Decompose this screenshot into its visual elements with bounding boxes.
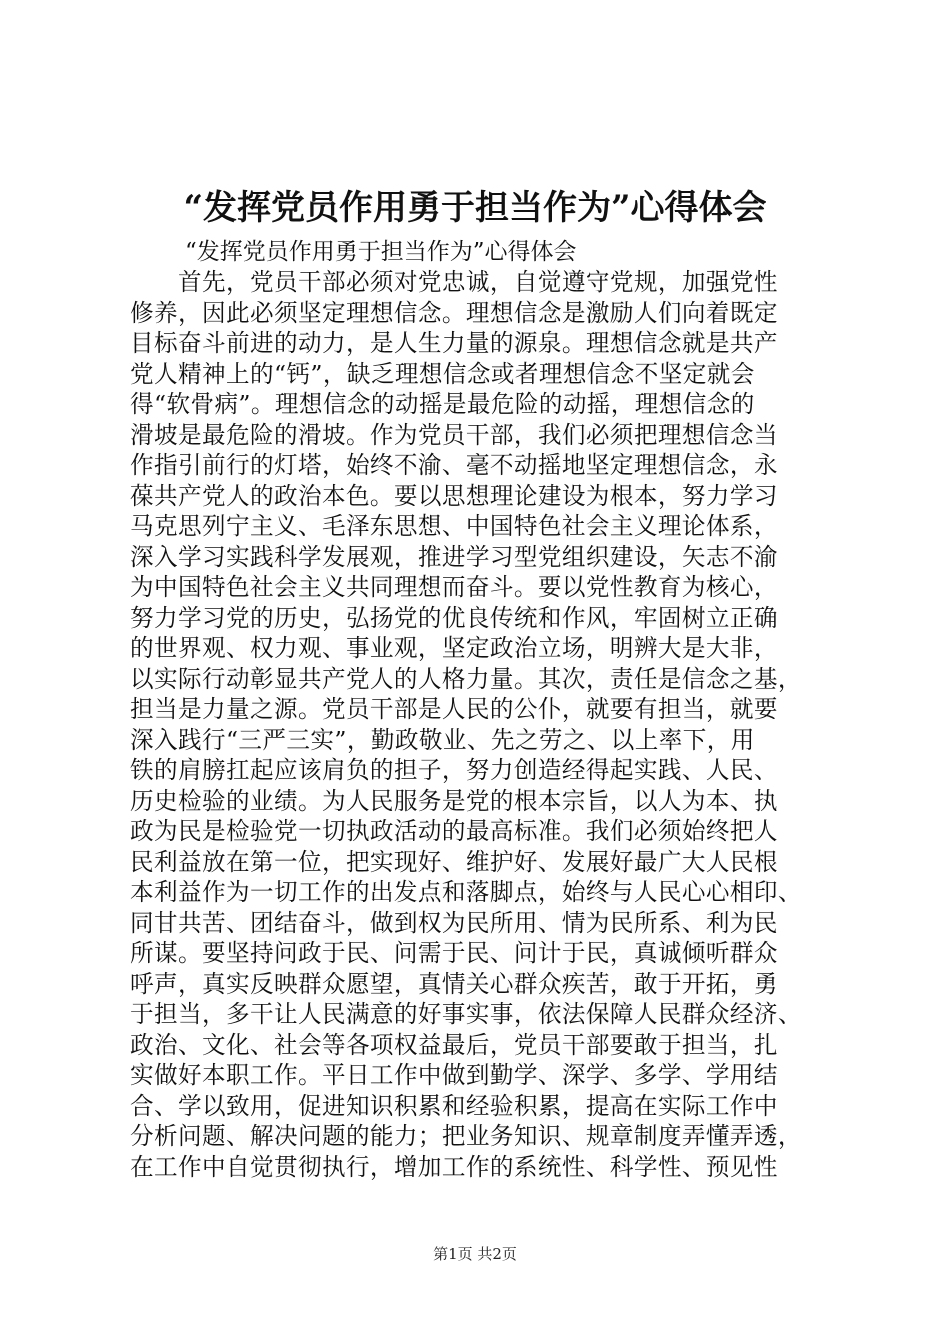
body-line: 呼声，真实反映群众愿望，真情关心群众疾苦，敢于开拓，勇	[130, 969, 778, 998]
document-title: “发挥党员作用勇于担当作为”心得体会	[183, 188, 767, 228]
body-line: 努力学习党的历史，弘扬党的优良传统和作风，牢固树立正确	[130, 603, 778, 632]
body-line: 同甘共苦、团结奋斗，做到权为民所用、情为民所系、利为民	[130, 908, 778, 937]
body-line: 本利益作为一切工作的出发点和落脚点，始终与人民心心相印、	[130, 878, 802, 906]
body-line: 滑坡是最危险的滑坡。作为党员干部，我们必须把理想信念当	[130, 420, 778, 449]
page-number: 第1页 共2页	[433, 1245, 517, 1263]
body-line: 目标奋斗前进的动力，是人生力量的源泉。理想信念就是共产	[130, 329, 778, 357]
body-line: 为中国特色社会主义共同理想而奋斗。要以党性教育为核心，	[130, 573, 778, 601]
body-line: 的世界观、权力观、事业观，坚定政治立场，明辨大是大非，	[130, 634, 778, 662]
body-line: 分析问题、解决问题的能力；把业务知识、规章制度弄懂弄透，	[130, 1122, 802, 1150]
body-line: 铁的肩膀扛起应该肩负的担子，努力创造经得起实践、人民、	[130, 756, 778, 784]
body-line: 政治、文化、社会等各项权益最后，党员干部要敢于担当，扎	[130, 1030, 778, 1059]
document-subtitle: “发挥党员作用勇于担当作为”心得体会	[185, 239, 577, 265]
body-line: 修养，因此必须坚定理想信念。理想信念是激励人们向着既定	[130, 298, 778, 327]
body-line: 于担当，多干让人民满意的好事实事，依法保障人民群众经济、	[130, 1000, 802, 1028]
body-line: 实做好本职工作。平日工作中做到勤学、深学、多学、学用结	[130, 1061, 778, 1089]
body-line: 民利益放在第一位，把实现好、维护好、发展好最广大人民根	[130, 847, 778, 876]
body-line: 深入学习实践科学发展观，推进学习型党组织建设，矢志不渝	[130, 542, 778, 571]
body-line: 马克思列宁主义、毛泽东思想、中国特色社会主义理论体系，	[130, 512, 778, 540]
body-line: 所谋。要坚持问政于民、问需于民、问计于民，真诚倾听群众	[130, 939, 778, 967]
body-line: 党人精神上的“钙”，缺乏理想信念或者理想信念不坚定就会	[130, 359, 755, 388]
body-line: 深入践行“三严三实”，勤政敬业、先之劳之、以上率下，用	[130, 725, 755, 754]
body-line: 作指引前行的灯塔，始终不渝、毫不动摇地坚定理想信念，永	[130, 451, 778, 479]
body-line: 在工作中自觉贯彻执行，增加工作的系统性、科学性、预见性	[130, 1152, 778, 1181]
body-line: 担当是力量之源。党员干部是人民的公仆，就要有担当，就要	[130, 695, 778, 723]
body-line: 葆共产党人的政治本色。要以思想理论建设为根本，努力学习	[130, 481, 778, 510]
body-line: 政为民是检验党一切执政活动的最高标准。我们必须始终把人	[130, 817, 778, 845]
body-line: 合、学以致用，促进知识积累和经验积累，提高在实际工作中	[130, 1091, 778, 1120]
body-line: 首先，党员干部必须对党忠诚，自觉遵守党规，加强党性	[130, 268, 778, 296]
body-line: 以实际行动彰显共产党人的人格力量。其次，责任是信念之基，	[130, 664, 802, 693]
body-line: 历史检验的业绩。为人民服务是党的根本宗旨，以人为本、执	[130, 786, 778, 815]
body-line: 得“软骨病”。理想信念的动摇是最危险的动摇，理想信念的	[130, 390, 755, 418]
